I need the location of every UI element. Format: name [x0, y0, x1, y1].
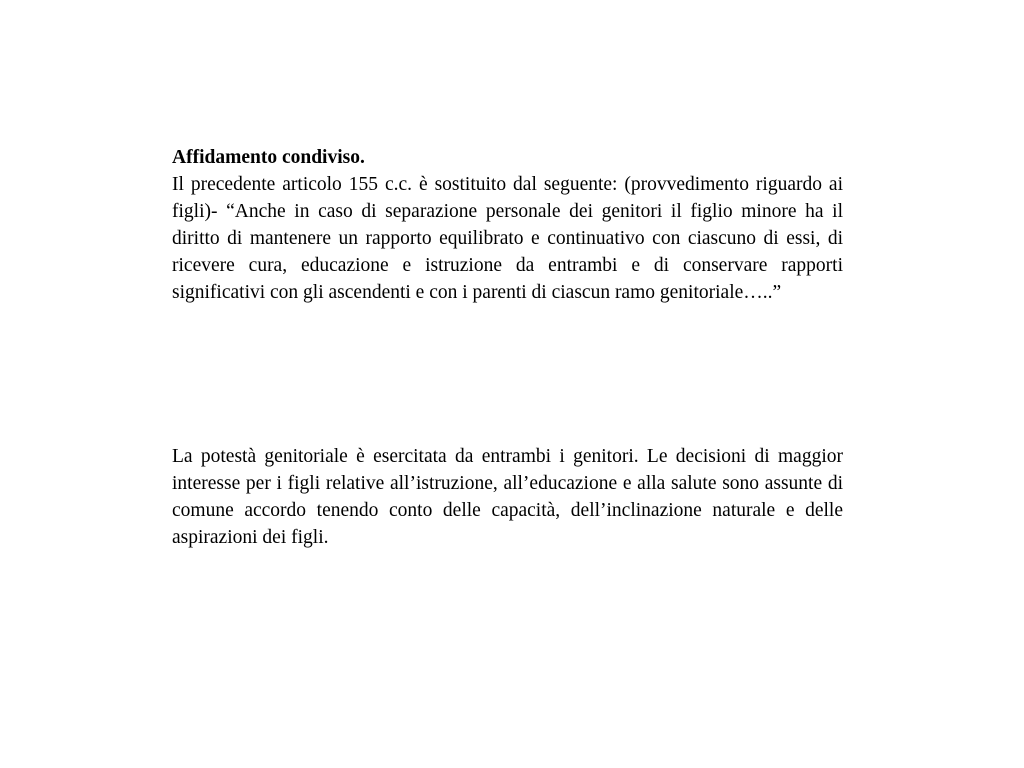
text-block-affidamento	[172, 144, 843, 306]
text-block-potesta	[172, 443, 843, 551]
article-paragraph: Il precedente articolo 155 c.c. è sostituito dal seguente: (provvedimento riguardo ai figli)- “Anche in caso di separazione personale dei genitori il figlio minore ha il diritto di mantenere un rapporto equilibrato e continuativo con ciascuno di essi, di ricevere cura, educazione e istruzione da entrambi e di conservare rapporti significativi con gli ascendenti e con i parenti di ciascun ramo genitoriale…..”	[172, 174, 843, 303]
section-heading: Affidamento condiviso.	[172, 147, 365, 168]
potesta-paragraph: La potestà genitoriale è esercitata da entrambi i genitori. Le decisioni di maggior interesse per i figli relative all’istruzione, all’educazione e alla salute sono assunte di comune accordo tenendo conto delle capacità, dell’inclinazione naturale e delle aspirazioni dei figli.	[172, 446, 843, 548]
